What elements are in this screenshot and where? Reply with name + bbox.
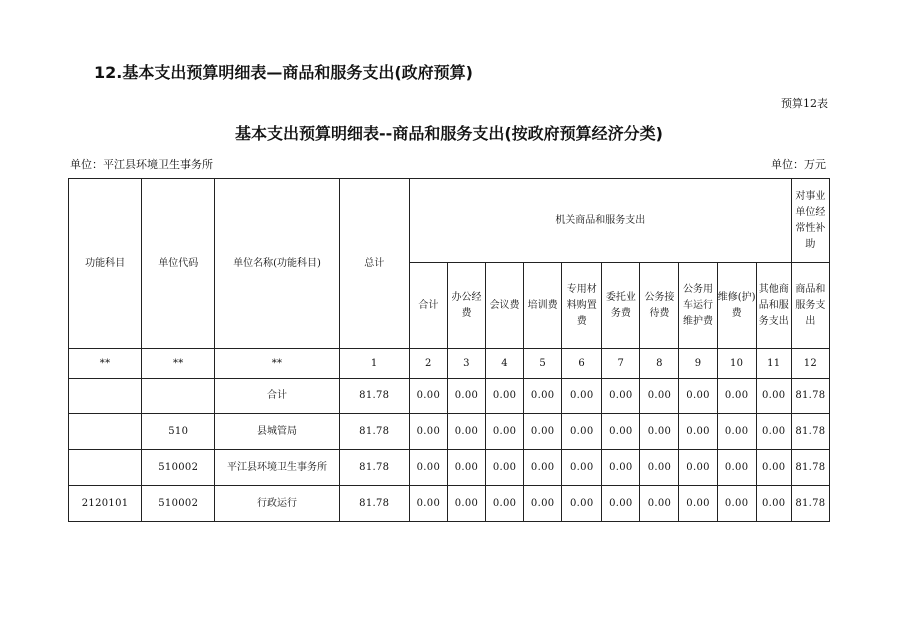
cell-func-subject xyxy=(69,379,142,414)
cell-unit-code: 510002 xyxy=(142,486,215,522)
cell-value: 0.00 xyxy=(717,379,756,414)
header-col-8 xyxy=(679,263,717,349)
cell-value: 0.00 xyxy=(640,414,679,450)
header-col-label: 公务用车运行维护费 xyxy=(683,283,714,327)
header-col-5 xyxy=(562,263,602,349)
index-cell: 4 xyxy=(486,349,524,379)
header-col-label: 办公经费 xyxy=(451,291,482,319)
header-col-9 xyxy=(717,263,756,349)
index-cell: 5 xyxy=(524,349,562,379)
cell-value: 0.00 xyxy=(524,486,562,522)
cell-value: 0.00 xyxy=(486,379,524,414)
header-col-label: 公务接待费 xyxy=(644,291,675,319)
cell-value: 0.00 xyxy=(679,486,717,522)
index-cell: 11 xyxy=(756,349,791,379)
index-cell: 7 xyxy=(602,349,640,379)
header-col-label: 合计 xyxy=(418,299,439,311)
cell-value: 0.00 xyxy=(447,486,485,522)
index-cell: 8 xyxy=(640,349,679,379)
index-cell: ** xyxy=(142,349,215,379)
cell-value: 0.00 xyxy=(409,486,447,522)
cell-value: 0.00 xyxy=(562,379,602,414)
index-cell: 3 xyxy=(447,349,485,379)
cell-value: 0.00 xyxy=(679,379,717,414)
cell-value: 0.00 xyxy=(602,414,640,450)
cell-value: 0.00 xyxy=(756,450,791,486)
header-col-2 xyxy=(447,263,485,349)
section-title: 12.基本支出预算明细表—商品和服务支出(政府预算) xyxy=(94,63,473,82)
header-func-subject: 功能科目 xyxy=(69,179,142,349)
header-col-10 xyxy=(756,263,791,349)
header-group-public xyxy=(791,179,829,263)
cell-unit-name: 合计 xyxy=(215,379,339,414)
header-row-1 xyxy=(69,179,830,263)
cell-value: 0.00 xyxy=(640,450,679,486)
cell-value: 0.00 xyxy=(447,414,485,450)
header-group-public-text: 对事业单位经常性补助 xyxy=(795,190,826,250)
header-col-11 xyxy=(791,263,829,349)
header-unit-code: 单位代码 xyxy=(142,179,215,349)
cell-value: 81.78 xyxy=(791,414,829,450)
index-cell: 6 xyxy=(562,349,602,379)
cell-value: 0.00 xyxy=(447,379,485,414)
cell-value: 0.00 xyxy=(602,379,640,414)
cell-total: 81.78 xyxy=(339,450,409,486)
cell-value: 0.00 xyxy=(756,414,791,450)
cell-total: 81.78 xyxy=(339,486,409,522)
cell-value: 0.00 xyxy=(640,379,679,414)
header-col-label: 委托业务费 xyxy=(605,291,636,319)
header-col-label: 商品和服务支出 xyxy=(795,283,826,327)
cell-value: 0.00 xyxy=(562,414,602,450)
index-cell: 9 xyxy=(679,349,717,379)
cell-unit-code: 510002 xyxy=(142,450,215,486)
unit-label: 单位：平江县环境卫生事务所 xyxy=(70,158,213,171)
cell-func-subject xyxy=(69,414,142,450)
cell-value: 81.78 xyxy=(791,450,829,486)
cell-value: 0.00 xyxy=(409,414,447,450)
cell-value: 0.00 xyxy=(524,414,562,450)
cell-value: 0.00 xyxy=(602,486,640,522)
cell-unit-code xyxy=(142,379,215,414)
cell-value: 81.78 xyxy=(791,486,829,522)
cell-value: 0.00 xyxy=(562,486,602,522)
index-cell: 12 xyxy=(791,349,829,379)
table-number: 预算12表 xyxy=(781,97,828,110)
budget-table xyxy=(68,178,830,522)
index-cell: 2 xyxy=(409,349,447,379)
table-row xyxy=(69,450,830,486)
cell-value: 0.00 xyxy=(409,379,447,414)
header-col-6 xyxy=(602,263,640,349)
table-row xyxy=(69,486,830,522)
cell-value: 0.00 xyxy=(486,486,524,522)
header-col-1 xyxy=(409,263,447,349)
header-unit-name: 单位名称(功能科目) xyxy=(215,179,339,349)
header-col-label: 维修(护)费 xyxy=(717,291,756,319)
cell-value: 81.78 xyxy=(791,379,829,414)
cell-total: 81.78 xyxy=(339,414,409,450)
cell-value: 0.00 xyxy=(679,450,717,486)
currency-unit-label: 单位：万元 xyxy=(771,158,826,171)
header-col-7 xyxy=(640,263,679,349)
cell-unit-name: 行政运行 xyxy=(215,486,339,522)
cell-value: 0.00 xyxy=(640,486,679,522)
cell-value: 0.00 xyxy=(717,450,756,486)
cell-func-subject xyxy=(69,450,142,486)
header-col-label: 会议费 xyxy=(489,299,520,311)
cell-value: 0.00 xyxy=(409,450,447,486)
cell-value: 0.00 xyxy=(602,450,640,486)
header-col-3 xyxy=(486,263,524,349)
cell-value: 0.00 xyxy=(486,450,524,486)
cell-unit-name: 县城管局 xyxy=(215,414,339,450)
cell-value: 0.00 xyxy=(756,486,791,522)
cell-value: 0.00 xyxy=(679,414,717,450)
cell-value: 0.00 xyxy=(524,379,562,414)
header-col-label: 培训费 xyxy=(527,299,558,311)
cell-unit-name: 平江县环境卫生事务所 xyxy=(215,450,339,486)
cell-value: 0.00 xyxy=(717,486,756,522)
cell-total: 81.78 xyxy=(339,379,409,414)
header-total: 总计 xyxy=(339,179,409,349)
header-col-label: 其他商品和服务支出 xyxy=(758,283,789,327)
index-cell: ** xyxy=(215,349,339,379)
cell-value: 0.00 xyxy=(447,450,485,486)
header-col-label: 专用材料购置费 xyxy=(566,283,597,327)
header-group-org: 机关商品和服务支出 xyxy=(409,179,791,263)
table-row xyxy=(69,414,830,450)
index-cell: ** xyxy=(69,349,142,379)
page-title: 基本支出预算明细表--商品和服务支出(按政府预算经济分类) xyxy=(235,124,663,143)
cell-value: 0.00 xyxy=(486,414,524,450)
index-cell: 10 xyxy=(717,349,756,379)
index-cell: 1 xyxy=(339,349,409,379)
cell-value: 0.00 xyxy=(756,379,791,414)
cell-value: 0.00 xyxy=(524,450,562,486)
header-col-4 xyxy=(524,263,562,349)
table-row xyxy=(69,379,830,414)
cell-unit-code: 510 xyxy=(142,414,215,450)
cell-value: 0.00 xyxy=(717,414,756,450)
cell-value: 0.00 xyxy=(562,450,602,486)
index-row xyxy=(69,349,830,379)
cell-func-subject: 2120101 xyxy=(69,486,142,522)
